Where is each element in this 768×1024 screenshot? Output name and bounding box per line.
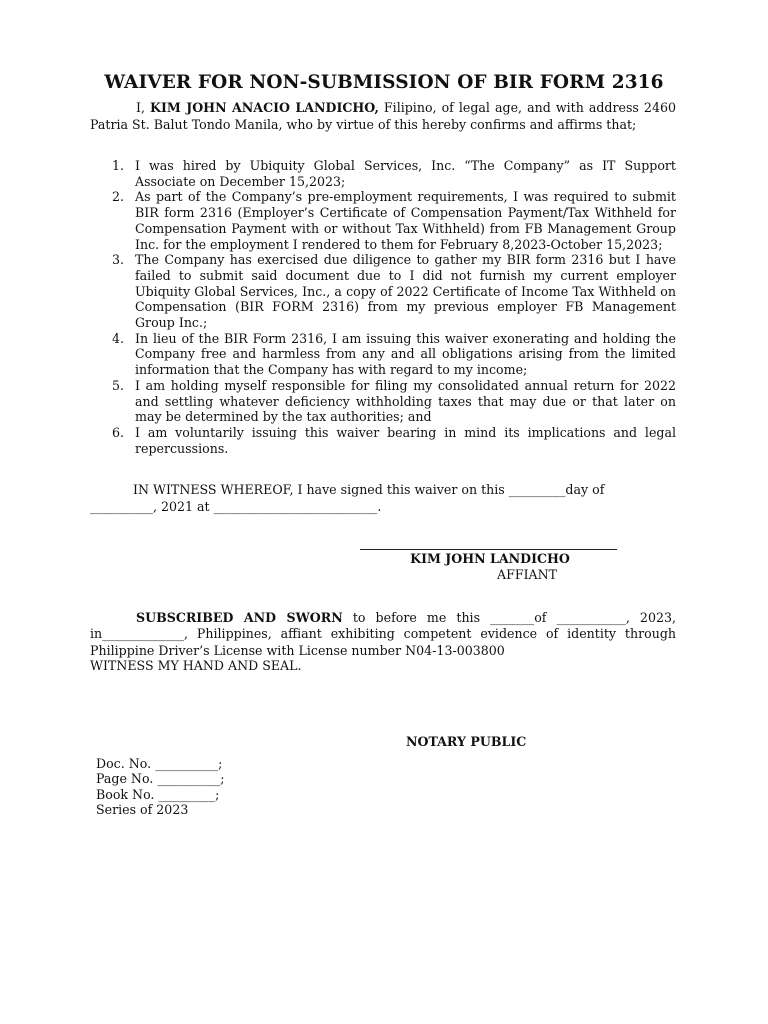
affirmation-list <box>90 158 676 456</box>
list-item-text: I was hired by Ubiquity Global Services, Inc. “The Company” as IT Support Associate on December 15,2023; <box>135 158 676 189</box>
list-item <box>90 189 676 252</box>
list-item-number: 5. <box>112 377 125 393</box>
list-item <box>90 425 676 456</box>
doc-number: Doc. No. __________; <box>96 756 223 771</box>
book-number: Book No. _________; <box>96 786 220 802</box>
seal-statement: WITNESS MY HAND AND SEAL. <box>90 658 302 673</box>
list-item-text: As part of the Company’s pre-employment requirements, I was required to submit BIR form 2316 (Employer’s Certificate of Compensation Payment/Tax Withheld for Compensation Payment with or without Tax Withheld) from FB Management Group Inc. for the employment I rendered to them for February 8,2023-October 15,2023; <box>135 189 676 252</box>
jurat-heading: SUBSCRIBED AND SWORN <box>136 610 343 625</box>
list-item <box>90 158 676 189</box>
intro-prefix: I, <box>136 100 151 115</box>
witness-line-1: IN WITNESS WHEREOF, I have signed this waiver on this _________day of <box>133 482 605 497</box>
notarial-register-entries <box>96 756 225 818</box>
affiant-name: KIM JOHN LANDICHO <box>410 551 570 566</box>
list-item-number: 6. <box>112 424 125 440</box>
list-item-text: In lieu of the BIR Form 2316, I am issuing this waiver exonerating and holding the Company free and harmless from any and all obligations arising from the limited information that the Company has with regard to my income; <box>135 330 676 378</box>
intro-text: Filipino, of legal age, and with address 2460 Patria St. Balut Tondo Manila, who by virtue of this hereby confirms and affirms that; <box>90 100 676 132</box>
witness-line-2: __________, 2021 at __________________________. <box>90 498 382 514</box>
list-item-number: 2. <box>112 189 125 205</box>
list-item-text: I am holding myself responsible for filing my consolidated annual return for 2022 and settling whatever deficiency withholding taxes that may due or that later on may be determined by the tax authorities; and <box>135 377 676 425</box>
affiant-full-name: KIM JOHN ANACIO LANDICHO, <box>150 100 379 115</box>
list-item <box>90 331 676 378</box>
page-number: Page No. __________; <box>96 771 225 787</box>
list-item-number: 4. <box>112 330 125 346</box>
jurat-paragraph <box>90 610 676 659</box>
witness-clause <box>90 482 676 515</box>
list-item-text: I am voluntarily issuing this waiver bearing in mind its implications and legal repercussions. <box>135 424 676 456</box>
affiant-label: AFFIANT <box>497 567 558 582</box>
document-title: WAIVER FOR NON-SUBMISSION OF BIR FORM 2316 <box>104 72 664 93</box>
intro-paragraph <box>90 100 676 133</box>
list-item <box>90 252 676 331</box>
series-year: Series of 2023 <box>96 802 189 818</box>
notary-public-label: NOTARY PUBLIC <box>406 734 527 749</box>
list-item <box>90 378 676 425</box>
list-item-number: 1. <box>112 158 125 173</box>
jurat-text: to before me this _______of ___________, 2023, in_____________, Philippines, affiant exhibiting competent evidence of identity through Philippine Driver’s License with License number N04-13-003800 <box>90 610 676 658</box>
list-item-number: 3. <box>112 252 125 268</box>
list-item-text: The Company has exercised due diligence to gather my BIR form 2316 but I have failed to submit said document due to I did not furnish my current employer Ubiquity Global Services, Inc., a copy of 2022 Certificate of Income Tax Withheld on Compensation (BIR FORM 2316) from my previous employer FB Management Group Inc.; <box>135 252 676 331</box>
signature-line <box>360 549 617 550</box>
